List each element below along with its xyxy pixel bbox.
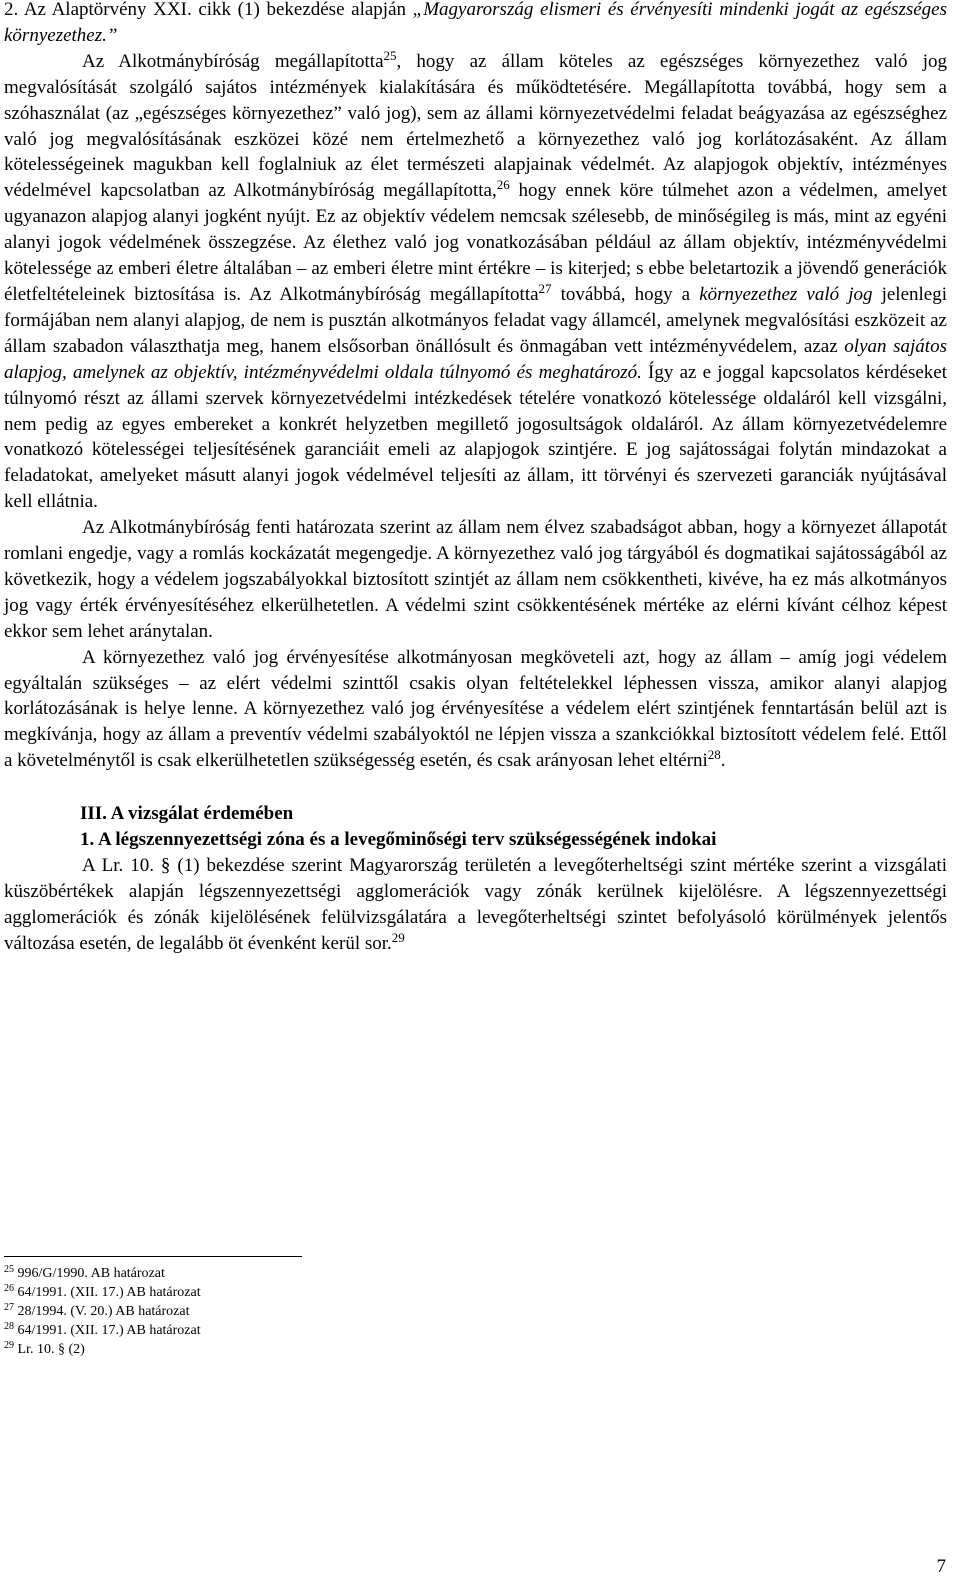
footnotes <box>4 1264 604 1359</box>
footnote-26: $^{26}$ 64/1991. (XII. 17.) AB határozat <box>4 1283 201 1300</box>
document-page <box>4 0 947 957</box>
section-heading: III. A vizsgálat érdemében <box>80 803 294 825</box>
footnote-separator <box>4 1256 302 1257</box>
footnote-ref-25[interactable]: 25 <box>383 47 397 63</box>
footnote-ref-27[interactable]: 27 <box>538 280 552 296</box>
paragraph-alaptorveny: 2. Az Alaptörvény XXI. cikk (1) bekezdése alapján „Magyarország elismeri és érvényesíti mindenki jogát az egészséges környezethez.” <box>4 0 947 46</box>
footnote-28: $^{28}$ 64/1991. (XII. 17.) AB határozat <box>4 1321 201 1338</box>
paragraph-enforcement: A környezethez való jog érvényesítése alkotmányosan megköveteli azt, hogy az állam – amíg jogi védelem egyáltalán szükséges – az elért védelmi szinttől csakis olyan feltételekkel léphessen vissza, amikor alanyi alapjog korlátozásának is helye lenne. A környezethez való jog érvényesítése a védelem elért szintjének fenntartásán belül azt is megkívánja, hogy az állam a preventív védelmi szabályoktól ne lépjen vissza a szankciókkal biztosított védelem felé. Ettől a követelménytől is csak elkerülhetetlen szükségesség esetén, és csak arányosan lehet eltérni$^{28}$. <box>4 646 947 772</box>
footnote-27: $^{27}$ 28/1994. (V. 20.) AB határozat <box>4 1302 190 1319</box>
footnote-ref-26[interactable]: 26 <box>496 177 510 193</box>
paragraph-lr-10: A Lr. 10. § (1) bekezdése szerint Magyarország területén a levegőterheltségi szint mértéke szerint a vizsgálati küszöbértékek alapján légszennyezettségi agglomerációk vagy zónák kerülnek kijelölésre. A légszennyezettségi agglomerációk és zónák kijelölésének felülvizsgálatára a levegőterheltségi szintet befolyásoló körülmények jelentős változása esetén, de legalább öt évenként kerül sor.$^{29}$ <box>4 855 947 954</box>
paragraph-no-freedom: Az Alkotmánybíróság fenti határozata szerint az állam nem élvez szabadságot abban, hogy a környezet állapotát romlani engedje, vagy a romlás kockázatát megengedje. A környezethez való jog tárgyából és dogmatikai sajátosságából az következik, hogy a védelem jogszabályokkal biztosított szintjét az állam nem csökkentheti, kivéve, ha ez más alkotmányos jog vagy érték érvényesítéséhez elkerülhetetlen. A védelmi szint csökkentésének mértéke az elérni kívánt célhoz képest ekkor sem lehet aránytalan. <box>4 517 947 642</box>
page-number: 7 <box>936 1556 946 1577</box>
footnote-29: $^{29}$ Lr. 10. § (2) <box>4 1340 85 1357</box>
paragraph-ab-findings: Az Alkotmánybíróság megállapította$^{25}$, hogy az állam köteles az egészséges környezethez való jog megvalósítását szolgáló sajátos intézmények kialakítására és működtetésére. Megállapította továbbá, hogy sem a szóhasználat (az „egészséges környezethez” való jog), sem az állami környezetvédelmi feladat beágyazása az egészséghez való jog megvalósításának eszközei közé nem értelmezhető a környezethez való jog korlátozásaként. Az állam kötelességeinek magukban kell foglalniuk az élet természeti alapjainak védelmét. Az alapjogok objektív, intézményes védelmével kapcsolatban az Alkotmánybíróság megállapította,$^{26}$ hogy ennek köre túlmehet azon a védelmen, amelyet ugyanazon alapjog alanyi jogként nyújt. Ez az objektív védelem nemcsak szélesebb, de minőségileg is más, mint az egyéni alanyi jogok védelmének összegzése. Az élethez való jog vonatkozásában például az állam objektív, intézményvédelmi kötelessége az emberi életre általában – az emberi életre mint értékre – is kiterjed; s ebbe beletartozik a jövendő generációk életfeltételeinek biztosítása is. Az Alkotmánybíróság megállapította$^{27}$ továbbá, hogy a környezethez való jog jelenlegi formájában nem alanyi alapjog, de nem is pusztán alkotmányos feladat vagy államcél, amelynek megvalósítási eszközeit az állam szabadon választhatja meg, hanem elsősorban önállósult és önmagában vett intézményvédelem, azaz olyan sajátos alapjog, amelynek az objektív, intézményvédelmi oldala túlnyomó és meghatározó. Így az e joggal kapcsolatos kérdéseket túlnyomó részt az állami szervek környezetvédelmi intézkedések tételére vonatkozó kötelessége oldaláról kell vizsgálni, nem pedig az egyes embereket a konkrét helyzetben megillető jogosultságok oldaláról. Az állam környezetvédelemre vonatkozó kötelességei teljesítésének garanciáit emeli az alapjogok szintjére. E jog sajátosságai folytán mindazokat a feladatokat, amelyeket másutt alanyi jogok védelmével teljesíti az állam, itt törvényi és szervezeti garanciák nyújtásával kell ellátnia. <box>4 47 947 513</box>
quote-italic: „Magyarország elismeri és érvényesíti mindenki jogát az egészséges környezethez.” <box>4 0 947 46</box>
footnote-ref-28[interactable]: 28 <box>707 747 721 763</box>
footnote-25: $^{25}$ 996/G/1990. AB határozat <box>4 1264 165 1281</box>
footnote-ref-29[interactable]: 29 <box>391 929 405 945</box>
subsection-heading: 1. A légszennyezettségi zóna és a levegőminőségi terv szükségességének indokai <box>80 829 717 851</box>
